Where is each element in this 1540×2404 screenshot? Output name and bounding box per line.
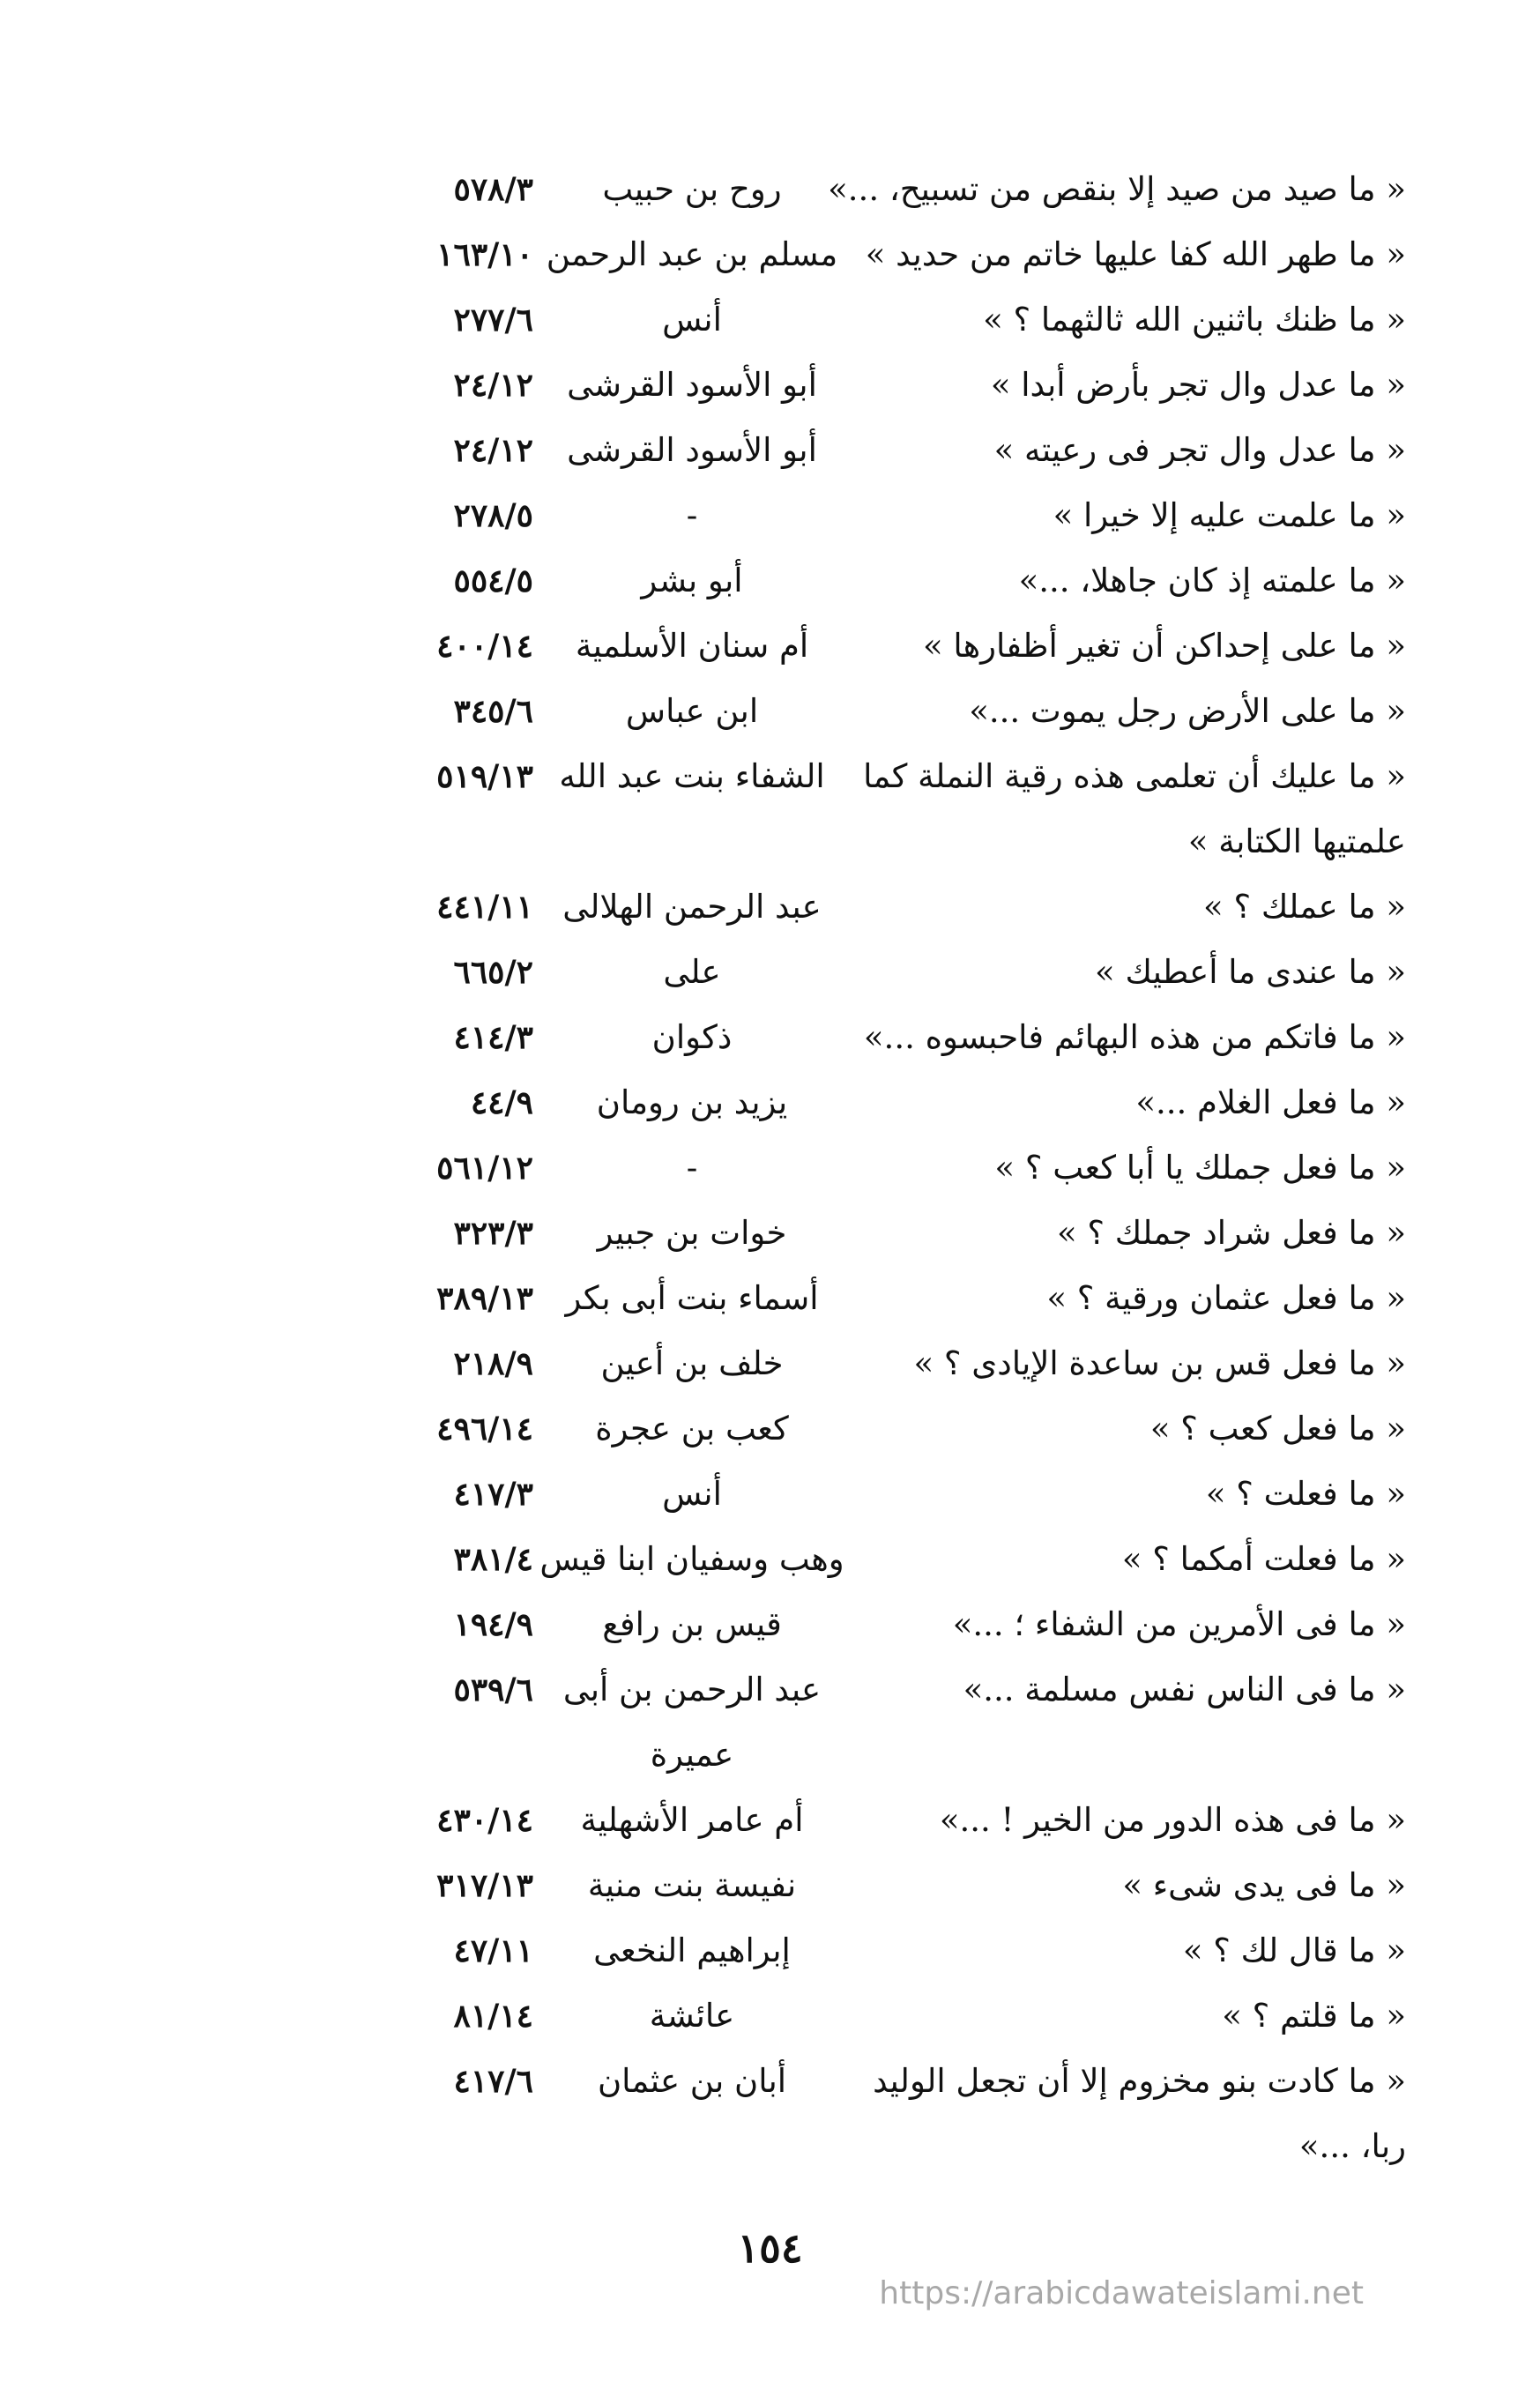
volume-page-reference: ١٦٣/١٠	[436, 236, 533, 273]
narrator-name: نفيسة بنت منية	[587, 1866, 797, 1904]
hadith-text: « ما كادت بنو مخزوم إلا أن تجعل الوليد	[873, 2062, 1406, 2100]
index-entry-row	[0, 2049, 1540, 2114]
hadith-text: « ما قلتم ؟ »	[1222, 1997, 1406, 2035]
page-number: ١٥٤	[737, 2224, 803, 2272]
hadith-text: « ما علمت عليه إلا خيرا »	[1053, 496, 1406, 534]
index-entry-row	[0, 287, 1540, 353]
narrator-name: عميرة	[650, 1736, 734, 1774]
index-entry-row	[0, 809, 1540, 875]
volume-page-reference: ٢١٨/٩	[453, 1345, 533, 1382]
volume-page-reference: ٤٠٠/١٤	[436, 628, 533, 665]
hadith-text: « ما فعل شراد جملك ؟ »	[1057, 1214, 1406, 1252]
volume-page-reference: ٤١٧/٣	[453, 1476, 533, 1513]
volume-page-reference: ٨١/١٤	[453, 1998, 533, 2035]
narrator-name: خلف بن أعين	[600, 1344, 784, 1382]
index-entry-row	[0, 1853, 1540, 1918]
narrator-name: على	[663, 953, 721, 991]
index-entry-row	[0, 2114, 1540, 2179]
hadith-text: « ما فعل كعب ؟ »	[1149, 1410, 1406, 1448]
narrator-name: أبو الأسود القرشى	[567, 431, 817, 469]
volume-page-reference: ١٩٤/٩	[453, 1606, 533, 1643]
narrator-name: أنس	[662, 1475, 722, 1513]
hadith-text: « ما ظنك باثنين الله ثالثهما ؟ »	[983, 301, 1406, 339]
narrator-name: عبد الرحمن بن أبى	[562, 1671, 822, 1708]
index-entry-row	[0, 1592, 1540, 1657]
hadith-text: « ما عليك أن تعلمى هذه رقية النملة كما	[863, 757, 1406, 795]
hadith-text: « ما عدل وال تجر بأرض أبدا »	[990, 366, 1406, 404]
volume-page-reference: ٤٤/٩	[470, 1084, 533, 1121]
narrator-name: ذكوان	[651, 1018, 733, 1056]
index-entry-row	[0, 614, 1540, 679]
narrator-name: كعب بن عجرة	[595, 1410, 789, 1448]
narrator-name: قيس بن رافع	[602, 1605, 782, 1643]
narrator-name: الشفاء بنت عبد الله	[559, 757, 825, 795]
narrator-name: مسلم بن عبد الرحمن	[546, 235, 838, 273]
volume-page-reference: ٢٤/١٢	[453, 367, 533, 404]
narrator-name: أبو بشر	[641, 562, 743, 599]
index-entry-row	[0, 1266, 1540, 1331]
index-entry-row	[0, 1657, 1540, 1723]
hadith-text: « ما فى يدى شىء »	[1122, 1866, 1406, 1904]
volume-page-reference: ٣٨١/٤	[453, 1541, 533, 1578]
volume-page-reference: ٥٣٩/٦	[453, 1671, 533, 1708]
hadith-text: « ما فى الناس نفس مسلمة ...»	[963, 1671, 1406, 1708]
volume-page-reference: ٤١٤/٣	[453, 1019, 533, 1056]
hadith-text: « ما فى هذه الدور من الخير ! ...»	[939, 1801, 1406, 1839]
narrator-name: أبو الأسود القرشى	[567, 366, 817, 404]
hadith-text: « ما فعل جملك يا أبا كعب ؟ »	[994, 1149, 1406, 1187]
index-entry-row	[0, 940, 1540, 1005]
volume-page-reference: ٣٤٥/٦	[453, 693, 533, 730]
narrator-name: خوات بن جبير	[597, 1214, 787, 1252]
volume-page-reference: ٦٦٥/٢	[453, 954, 533, 991]
volume-page-reference: ٤١٧/٦	[453, 2063, 533, 2100]
hadith-text: « ما عندى ما أعطيك »	[1095, 953, 1406, 991]
hadith-text: « ما فى الأمرين من الشفاء ؛ ...»	[952, 1605, 1406, 1643]
volume-page-reference: ٢٧٧/٦	[453, 301, 533, 339]
index-entry-row	[0, 1462, 1540, 1527]
narrator-name: أبان بن عثمان	[597, 2062, 787, 2100]
narrator-name: يزيد بن رومان	[596, 1083, 788, 1121]
volume-page-reference: ٤٣٠/١٤	[436, 1802, 533, 1839]
hadith-text: « ما فعل الغلام ...»	[1135, 1083, 1406, 1121]
hadith-text: علمتيها الكتابة »	[1187, 822, 1406, 860]
watermark: https://arabicdawateislami.net	[879, 2275, 1364, 2311]
volume-page-reference: ٥٥٤/٥	[453, 562, 533, 599]
hadith-text: « ما عدل وال تجر فى رعيته »	[993, 431, 1406, 469]
index-entry-row	[0, 1527, 1540, 1592]
index-entry-row	[0, 1788, 1540, 1853]
volume-page-reference: ٢٤/١٢	[453, 432, 533, 469]
hadith-text: « ما صيد من صيد إلا بنقص من تسبيح، ...»	[828, 170, 1406, 208]
narrator-name: وهب وسفيان ابنا قيس	[539, 1540, 844, 1578]
hadith-text: « ما عملك ؟ »	[1203, 888, 1406, 926]
volume-page-reference: ٣١٧/١٣	[436, 1867, 533, 1904]
narrator-name: -	[686, 1149, 698, 1187]
volume-page-reference: ٥٧٨/٣	[453, 171, 533, 208]
index-entry-row	[0, 1983, 1540, 2049]
narrator-name: إبراهيم النخعى	[593, 1931, 791, 1969]
index-entry-row	[0, 679, 1540, 744]
index-entry-row	[0, 1918, 1540, 1983]
index-entry-row	[0, 744, 1540, 809]
volume-page-reference: ٥٦١/١٢	[436, 1150, 533, 1187]
volume-page-reference: ٥١٩/١٣	[436, 758, 533, 795]
hadith-text: « ما فعل قس بن ساعدة الإيادى ؟ »	[913, 1344, 1406, 1382]
index-entry-row	[0, 157, 1540, 222]
hadith-text: « ما فاتكم من هذه البهائم فاحبسوه ...»	[863, 1018, 1406, 1056]
index-entry-row	[0, 1723, 1540, 1788]
hadith-text: « ما فعل عثمان ورقية ؟ »	[1046, 1279, 1406, 1317]
hadith-text: « ما قال لك ؟ »	[1182, 1931, 1406, 1969]
index-entry-row	[0, 1201, 1540, 1266]
index-entry-row	[0, 1331, 1540, 1396]
hadith-text: « ما علمته إذ كان جاهلا، ...»	[1018, 562, 1406, 599]
volume-page-reference: ٢٧٨/٥	[453, 497, 533, 534]
volume-page-reference: ٤٤١/١١	[436, 889, 533, 926]
index-entry-row	[0, 548, 1540, 614]
volume-page-reference: ٤٩٦/١٤	[436, 1410, 533, 1448]
index-entry-row	[0, 1005, 1540, 1070]
volume-page-reference: ٤٧/١١	[453, 1932, 533, 1969]
index-entry-row	[0, 418, 1540, 483]
volume-page-reference: ٣٨٩/١٣	[436, 1280, 533, 1317]
index-entry-row	[0, 222, 1540, 287]
narrator-name: عبد الرحمن الهلالى	[562, 888, 822, 926]
hadith-text: « ما فعلت أمكما ؟ »	[1121, 1540, 1406, 1578]
narrator-name: روح بن حبيب	[602, 170, 782, 208]
narrator-name: أم سنان الأسلمية	[575, 627, 809, 665]
index-entry-row	[0, 875, 1540, 940]
index-entry-row	[0, 483, 1540, 548]
hadith-text: « ما طهر الله كفا عليها خاتم من حديد »	[865, 235, 1406, 273]
narrator-name: أم عامر الأشهلية	[580, 1801, 804, 1839]
narrator-name: عائشة	[649, 1997, 735, 2035]
hadith-text: ربا، ...»	[1298, 2127, 1406, 2165]
index-entries	[0, 157, 1540, 2179]
volume-page-reference: ٣٢٣/٣	[453, 1215, 533, 1252]
index-entry-row	[0, 1135, 1540, 1201]
narrator-name: أنس	[662, 301, 722, 339]
hadith-text: « ما على إحداكن أن تغير أظفارها »	[922, 627, 1406, 665]
hadith-text: « ما فعلت ؟ »	[1205, 1475, 1406, 1513]
narrator-name: -	[686, 496, 698, 534]
index-entry-row	[0, 1396, 1540, 1462]
hadith-text: « ما على الأرض رجل يموت ...»	[969, 692, 1406, 730]
narrator-name: أسماء بنت أبى بكر	[565, 1279, 819, 1317]
narrator-name: ابن عباس	[625, 692, 759, 730]
index-entry-row	[0, 353, 1540, 418]
index-entry-row	[0, 1070, 1540, 1135]
